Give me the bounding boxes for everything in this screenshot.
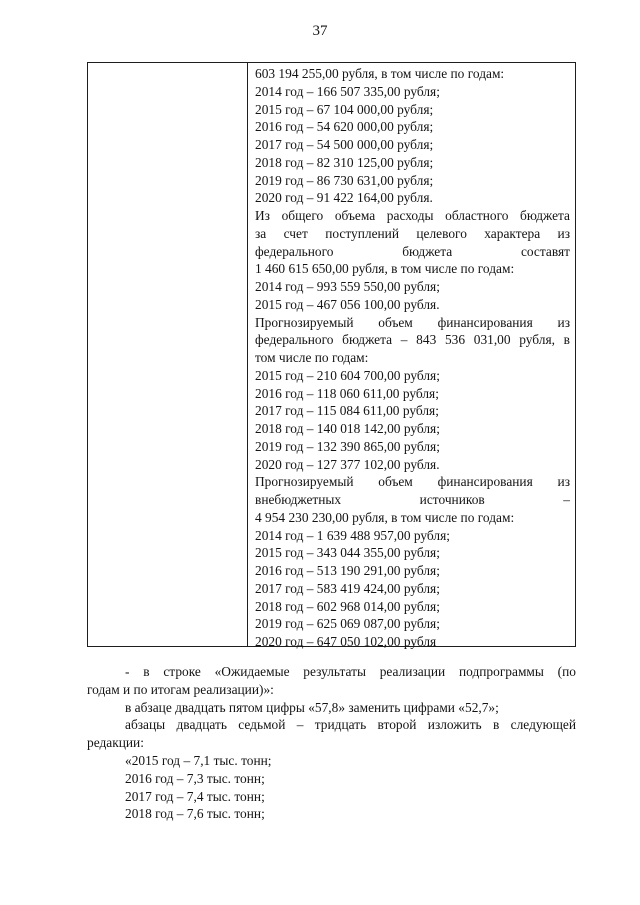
table-line: 2015 год – 210 604 700,00 рубля; — [255, 367, 440, 383]
table-line: 2017 год – 115 084 611,00 рубля; — [255, 403, 439, 419]
table-line: за счет поступлений целевого характера из — [255, 225, 570, 241]
table-line: Прогнозируемый объем финансирования из — [255, 314, 570, 330]
table-line: 2015 год – 67 104 000,00 рубля; — [255, 101, 434, 117]
table-line: том числе по годам: — [255, 350, 369, 365]
table-line: 2019 год – 625 069 087,00 рубля; — [255, 616, 440, 632]
document-body — [87, 663, 576, 823]
table-line: федерального бюджета – 843 536 031,00 рубля, в — [255, 332, 570, 348]
table-line: 2014 год – 166 507 335,00 рубля; — [255, 83, 440, 99]
table-line: 1 460 615 650,00 рубля, в том числе по годам: — [255, 261, 515, 277]
table-line: 2017 год – 583 419 424,00 рубля; — [255, 580, 440, 596]
table-left-cell — [88, 63, 248, 646]
paragraph-line: редакции: — [87, 735, 144, 751]
table-line: 4 954 230 230,00 рубля, в том числе по годам: — [255, 509, 515, 525]
table-line: 2015 год – 467 056 100,00 рубля. — [255, 296, 440, 312]
table-line: 2018 год – 82 310 125,00 рубля; — [255, 154, 434, 170]
table-line: Прогнозируемый объем финансирования из — [255, 474, 570, 490]
table-line: 603 194 255,00 рубля, в том числе по годам: — [255, 66, 505, 81]
table-line: Из общего объема расходы областного бюджета — [255, 208, 570, 223]
table-line: 2020 год – 647 050 102,00 рубля — [255, 634, 437, 649]
list-item: 2017 год – 7,4 тыс. тонн; — [125, 788, 265, 804]
table-line: 2020 год – 91 422 164,00 рубля. — [255, 190, 433, 206]
table-line: федерального бюджета составят — [255, 243, 570, 259]
table-line: 2017 год – 54 500 000,00 рубля; — [255, 137, 434, 152]
list-item: 2018 год – 7,6 тыс. тонн; — [125, 806, 265, 822]
table-line: 2018 год – 602 968 014,00 рубля; — [255, 598, 440, 614]
paragraph-line: годам и по итогам реализации)»: — [87, 681, 274, 697]
table-line: 2016 год – 118 060 611,00 рубля; — [255, 385, 439, 401]
paragraph-line: абзацы двадцать седьмой – тридцать второй изложить в следующей — [125, 717, 576, 733]
table-line: 2014 год – 1 639 488 957,00 рубля; — [255, 527, 450, 543]
table-line: 2019 год – 86 730 631,00 рубля; — [255, 172, 434, 188]
table-line: 2016 год – 513 190 291,00 рубля; — [255, 563, 440, 578]
paragraph-line: - в строке «Ожидаемые результаты реализации подпрограммы (по — [125, 664, 576, 679]
table-line: 2015 год – 343 044 355,00 рубля; — [255, 545, 440, 561]
table-line: 2019 год – 132 390 865,00 рубля; — [255, 438, 440, 454]
page-number: 37 — [312, 23, 328, 39]
table-line: 2018 год – 140 018 142,00 рубля; — [255, 421, 440, 436]
budget-table — [87, 62, 576, 647]
list-item: 2016 год – 7,3 тыс. тонн; — [125, 770, 265, 786]
table-line: 2014 год – 993 559 550,00 рубля; — [255, 279, 440, 294]
table-line: 2016 год – 54 620 000,00 рубля; — [255, 119, 434, 135]
paragraph-line: в абзаце двадцать пятом цифры «57,8» заменить цифрами «52,7»; — [125, 699, 499, 715]
table-right-cell — [248, 63, 575, 649]
table-line: 2020 год – 127 377 102,00 рубля. — [255, 456, 440, 472]
list-item: «2015 год – 7,1 тыс. тонн; — [125, 752, 272, 768]
table-line: внебюджетных источников – — [255, 492, 570, 507]
